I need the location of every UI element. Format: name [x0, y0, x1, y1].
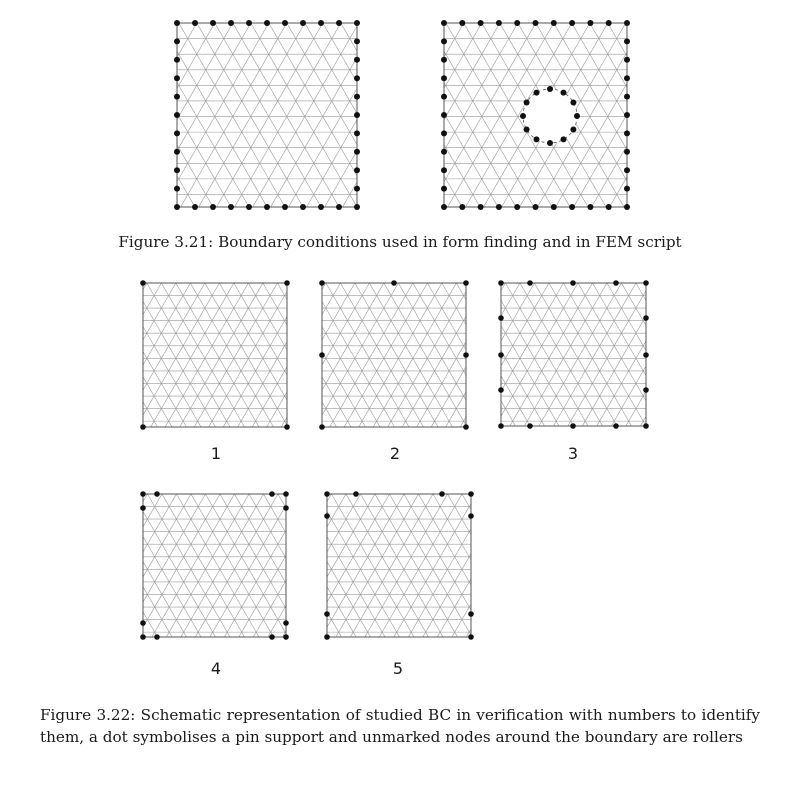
pin-support-dot — [174, 204, 180, 210]
fig322-panel-3 — [321, 280, 800, 429]
mesh-border — [143, 283, 287, 427]
pin-support-dot — [478, 204, 484, 210]
pin-support-dot — [459, 20, 465, 26]
pin-support-dot — [624, 94, 630, 100]
pin-support-dot — [324, 634, 330, 640]
mesh-border — [501, 283, 646, 426]
pin-support-dot — [284, 424, 290, 430]
pin-support-dot — [439, 491, 445, 497]
pin-support-dot — [441, 20, 447, 26]
pin-support-dot — [174, 130, 180, 136]
pin-support-dot — [174, 20, 180, 26]
pin-support-dot — [354, 149, 360, 155]
panel-label-1: 1 — [210, 444, 222, 463]
pin-support-dot — [463, 280, 469, 286]
pin-support-dot — [606, 204, 612, 210]
pin-support-dot — [534, 136, 540, 142]
pin-support-dot — [210, 204, 216, 210]
pin-support-dot — [264, 20, 270, 26]
pin-support-dot — [569, 204, 575, 210]
pin-support-dot — [269, 634, 275, 640]
pin-support-dot — [174, 149, 180, 155]
pin-support-dot — [324, 513, 330, 519]
panel-label-3: 3 — [567, 444, 579, 463]
pin-support-dot — [174, 94, 180, 100]
pin-support-dot — [228, 204, 234, 210]
pin-support-dot — [174, 57, 180, 63]
pin-support-dot — [140, 424, 146, 430]
pin-support-dot — [570, 127, 576, 133]
pin-support-dot — [441, 112, 447, 118]
fig321-mesh-square — [0, 20, 573, 210]
pin-support-dot — [283, 620, 289, 626]
pin-support-dot — [319, 352, 325, 358]
pin-support-dot — [441, 38, 447, 44]
pin-support-dot — [468, 611, 474, 617]
pin-support-dot — [498, 315, 504, 321]
circular-hole — [523, 89, 577, 143]
pin-support-dot — [520, 113, 526, 119]
pin-support-dot — [441, 94, 447, 100]
pin-support-dot — [318, 20, 324, 26]
pin-support-dot — [551, 204, 557, 210]
pin-support-dot — [336, 20, 342, 26]
pin-support-dot — [174, 38, 180, 44]
pin-support-dot — [282, 204, 288, 210]
pin-support-dot — [354, 20, 360, 26]
pin-support-dot — [228, 20, 234, 26]
triangular-mesh — [321, 283, 800, 426]
pin-support-dot — [441, 130, 447, 136]
pin-support-dot — [574, 113, 580, 119]
pin-support-dot — [283, 505, 289, 511]
pin-support-dot — [468, 491, 474, 497]
pin-support-dot — [283, 634, 289, 640]
pin-support-dot — [478, 20, 484, 26]
pin-support-dot — [354, 57, 360, 63]
triangular-mesh — [214, 23, 800, 207]
pin-support-dot — [547, 86, 553, 92]
pin-support-dot — [606, 20, 612, 26]
pin-support-dot — [643, 387, 649, 393]
pin-support-dot — [534, 90, 540, 96]
pin-support-dot — [441, 149, 447, 155]
pin-support-dot — [174, 75, 180, 81]
pin-support-dot — [154, 634, 160, 640]
pin-support-dot — [354, 167, 360, 173]
pin-support-dot — [527, 423, 533, 429]
pin-support-dot — [643, 352, 649, 358]
pin-support-dot — [282, 20, 288, 26]
pin-support-dot — [643, 280, 649, 286]
pin-support-dot — [140, 505, 146, 511]
pin-support-dot — [613, 280, 619, 286]
pin-support-dot — [441, 204, 447, 210]
panel-label-2: 2 — [389, 444, 401, 463]
pin-support-dot — [561, 136, 567, 142]
pin-support-dot — [643, 315, 649, 321]
triangular-mesh — [0, 494, 462, 637]
pin-support-dot — [514, 204, 520, 210]
pin-support-dot — [570, 100, 576, 106]
pin-support-dot — [463, 424, 469, 430]
pin-support-dot — [324, 491, 330, 497]
pin-support-dot — [441, 57, 447, 63]
pin-support-dot — [496, 20, 502, 26]
pin-support-dot — [624, 204, 630, 210]
pin-support-dot — [300, 20, 306, 26]
pin-support-dot — [300, 204, 306, 210]
pin-support-dot — [624, 167, 630, 173]
pin-support-dot — [570, 423, 576, 429]
pin-support-dot — [154, 491, 160, 497]
pin-support-dot — [324, 611, 330, 617]
fig322-panel-1 — [0, 280, 462, 430]
pin-support-dot — [319, 424, 325, 430]
pin-support-dot — [354, 186, 360, 192]
panel-label-4: 4 — [210, 659, 222, 678]
pin-support-dot — [192, 204, 198, 210]
pin-support-dot — [319, 280, 325, 286]
pin-support-dot — [551, 20, 557, 26]
pin-support-dot — [468, 634, 474, 640]
pin-support-dot — [441, 167, 447, 173]
pin-support-dot — [354, 75, 360, 81]
pin-support-dot — [441, 186, 447, 192]
pin-support-dot — [354, 38, 360, 44]
pin-support-dot — [624, 75, 630, 81]
pin-support-dot — [269, 491, 275, 497]
pin-support-dot — [569, 20, 575, 26]
pin-support-dot — [498, 423, 504, 429]
pin-support-dot — [441, 75, 447, 81]
pin-support-dot — [524, 127, 530, 133]
mesh-border — [322, 283, 466, 427]
pin-support-dot — [354, 130, 360, 136]
pin-support-dot — [613, 423, 619, 429]
pin-support-dot — [498, 387, 504, 393]
pin-support-dot — [587, 20, 593, 26]
pin-support-dot — [496, 204, 502, 210]
pin-support-dot — [354, 94, 360, 100]
pin-support-dot — [391, 280, 397, 286]
pin-support-dot — [533, 204, 539, 210]
pin-support-dot — [514, 20, 520, 26]
pin-support-dot — [318, 204, 324, 210]
triangular-mesh — [0, 23, 573, 207]
pin-support-dot — [246, 204, 252, 210]
triangular-mesh — [141, 283, 641, 427]
pin-support-dot — [354, 112, 360, 118]
pin-support-dot — [498, 352, 504, 358]
pin-support-dot — [570, 280, 576, 286]
pin-support-dot — [264, 204, 270, 210]
pin-support-dot — [587, 204, 593, 210]
pin-support-dot — [140, 634, 146, 640]
pin-support-dot — [624, 130, 630, 136]
pin-support-dot — [283, 491, 289, 497]
pin-support-dot — [643, 423, 649, 429]
triangular-mesh — [0, 283, 462, 427]
pin-support-dot — [624, 38, 630, 44]
pin-support-dot — [246, 20, 252, 26]
pin-support-dot — [527, 280, 533, 286]
figure-3-21-caption: Figure 3.21: Boundary conditions used in form finding and in FEM script — [118, 233, 682, 251]
pin-support-dot — [354, 204, 360, 210]
pin-support-dot — [533, 20, 539, 26]
pin-support-dot — [463, 352, 469, 358]
pin-support-dot — [498, 280, 504, 286]
pin-support-dot — [210, 20, 216, 26]
pin-support-dot — [140, 620, 146, 626]
pin-support-dot — [284, 280, 290, 286]
pin-support-dot — [624, 57, 630, 63]
pin-support-dot — [624, 149, 630, 155]
pin-support-dot — [174, 112, 180, 118]
pin-support-dot — [561, 90, 567, 96]
pin-support-dot — [174, 186, 180, 192]
pin-support-dot — [624, 186, 630, 192]
pin-support-dot — [336, 204, 342, 210]
pin-support-dot — [624, 20, 630, 26]
figure-3-22-caption: Figure 3.22: Schematic representation of studied BC in verification with numbers to identify them, a dot symbolises a pin support and unmarked nodes around the boundary are rollers — [40, 706, 760, 746]
pin-support-dot — [140, 280, 146, 286]
pin-support-dot — [468, 513, 474, 519]
panel-label-5: 5 — [392, 659, 404, 678]
pin-support-dot — [459, 204, 465, 210]
pin-support-dot — [547, 140, 553, 146]
pin-support-dot — [624, 112, 630, 118]
pin-support-dot — [353, 491, 359, 497]
pin-support-dot — [192, 20, 198, 26]
pin-support-dot — [524, 100, 530, 106]
pin-support-dot — [140, 491, 146, 497]
pin-support-dot — [174, 167, 180, 173]
